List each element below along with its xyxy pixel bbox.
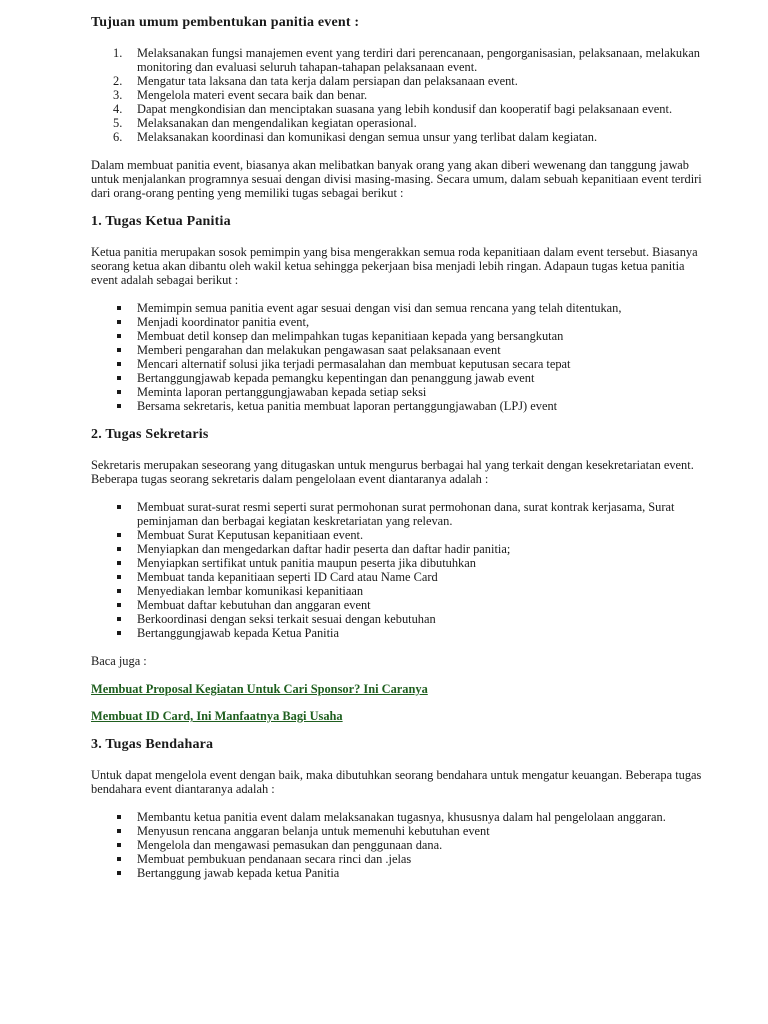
section-title-ketua: 1. Tugas Ketua Panitia (91, 214, 231, 229)
section-title-bendahara: 3. Tugas Bendahara (91, 737, 214, 752)
list-item: Menyiapkan sertifikat untuk panitia maupun peserta jika dibutuhkan (91, 556, 708, 570)
list-item: Menyediakan lembar komunikasi kepanitiaan (91, 584, 708, 598)
list-item: 1. Melaksanakan fungsi manajemen event yang terdiri dari perencanaan, pengorganisasian, pelaksanaan, melakukan monitoring dan evaluasi seluruh tahapan-tahapan pelaksanaan event. (113, 46, 700, 74)
baca-juga-label: Baca juga : (91, 654, 147, 668)
list-item: 4. Dapat mengkondisian dan menciptakan suasana yang lebih kondusif dan kooperatif bagi pelaksanaan event. (113, 102, 673, 116)
section-title-sekretaris: 2. Tugas Sekretaris (91, 427, 209, 442)
bendahara-paragraph: Untuk dapat mengelola event dengan baik, maka dibutuhkan seorang bendahara untuk mengatur keuangan. Beberapa tugas bendahara event diantaranya adalah : (91, 768, 702, 796)
sekretaris-list (91, 500, 708, 640)
list-item: Menjadi koordinator panitia event, (91, 315, 708, 329)
list-item: Membuat pembukuan pendanaan secara rinci dan .jelas (91, 852, 708, 866)
list-item: Menyiapkan dan mengedarkan daftar hadir peserta dan daftar hadir panitia; (91, 542, 708, 556)
list-item: 6. Melaksanakan koordinasi dan komunikasi dengan semua unsur yang terlibat dalam kegiatan. (113, 130, 598, 144)
list-item: Bertanggung jawab kepada ketua Panitia (91, 866, 708, 880)
list-item: Membuat Surat Keputusan kepanitiaan event. (91, 528, 708, 542)
link-id-card[interactable]: Membuat ID Card, Ini Manfaatnya Bagi Usaha (91, 709, 343, 723)
list-item: Meminta laporan pertanggungjawaban kepada setiap seksi (91, 385, 708, 399)
list-item: Membuat detil konsep dan melimpahkan tugas kepanitiaan kepada yang bersangkutan (91, 329, 708, 343)
list-item: Membantu ketua panitia event dalam melaksanakan tugasnya, khususnya dalam hal pengelolaan anggaran. (91, 810, 708, 824)
list-item: Memberi pengarahan dan melakukan pengawasan saat pelaksanaan event (91, 343, 708, 357)
list-item: Mengelola dan mengawasi pemasukan dan penggunaan dana. (91, 838, 708, 852)
ketua-paragraph: Ketua panitia merupakan sosok pemimpin yang bisa mengerakkan semua roda kepanitiaan dalam event tersebut. Biasanya seorang ketua akan dibantu oleh wakil ketua sehingga pekerjaan bisa menjadi lebih ringan. Adapaun tugas ketua panitia event adalah sebagai berikut : (91, 245, 698, 287)
goals-list (91, 46, 708, 144)
sekretaris-paragraph: Sekretaris merupakan seseorang yang ditugaskan untuk mengurus berbagai hal yang terkait dengan kesekretariatan event. Beberapa tugas seorang sekretaris dalam pengelolaan event diantaranya adalah : (91, 458, 694, 486)
list-item: Bertanggungjawab kepada pemangku kepentingan dan penanggung jawab event (91, 371, 708, 385)
bendahara-list (91, 810, 708, 880)
list-item: Bertanggungjawab kepada Ketua Panitia (91, 626, 708, 640)
list-item: Mencari alternatif solusi jika terjadi permasalahan dan membuat keputusan secara tepat (91, 357, 708, 371)
list-item: 5. Melaksanakan dan mengendalikan kegiatan operasional. (113, 116, 417, 130)
ketua-list (91, 301, 708, 413)
list-item: Menyusun rencana anggaran belanja untuk memenuhi kebutuhan event (91, 824, 708, 838)
intro-paragraph: Dalam membuat panitia event, biasanya akan melibatkan banyak orang yang akan diberi wewenang dan tanggung jawab untuk menjalankan programnya sesuai dengan divisi masing-masing. Secara umum, dalam sebuah kepanitiaan event terdiri dari orang-orang penting yeng memiliki tugas sebagai berikut : (91, 158, 702, 200)
list-item: Membuat daftar kebutuhan dan anggaran event (91, 598, 708, 612)
list-item: Membuat surat-surat resmi seperti surat permohonan surat permohonan dana, surat kontrak kerjasama, Surat peminjaman dan berbagai kegiatan keskretariatan yang relevan. (91, 500, 708, 528)
list-item: 2. Mengatur tata laksana dan tata kerja dalam persiapan dan pelaksanaan event. (113, 74, 518, 88)
list-item: Berkoordinasi dengan seksi terkait sesuai dengan kebutuhan (91, 612, 708, 626)
link-proposal-sponsor[interactable]: Membuat Proposal Kegiatan Untuk Cari Sponsor? Ini Caranya (91, 682, 428, 696)
main-heading: Tujuan umum pembentukan panitia event : (91, 15, 360, 30)
list-item: 3. Mengelola materi event secara baik dan benar. (113, 88, 368, 102)
list-item: Membuat tanda kepanitiaan seperti ID Card atau Name Card (91, 570, 708, 584)
list-item: Bersama sekretaris, ketua panitia membuat laporan pertanggungjawaban (LPJ) event (91, 399, 708, 413)
list-item: Memimpin semua panitia event agar sesuai dengan visi dan semua rencana yang telah ditentukan, (91, 301, 708, 315)
